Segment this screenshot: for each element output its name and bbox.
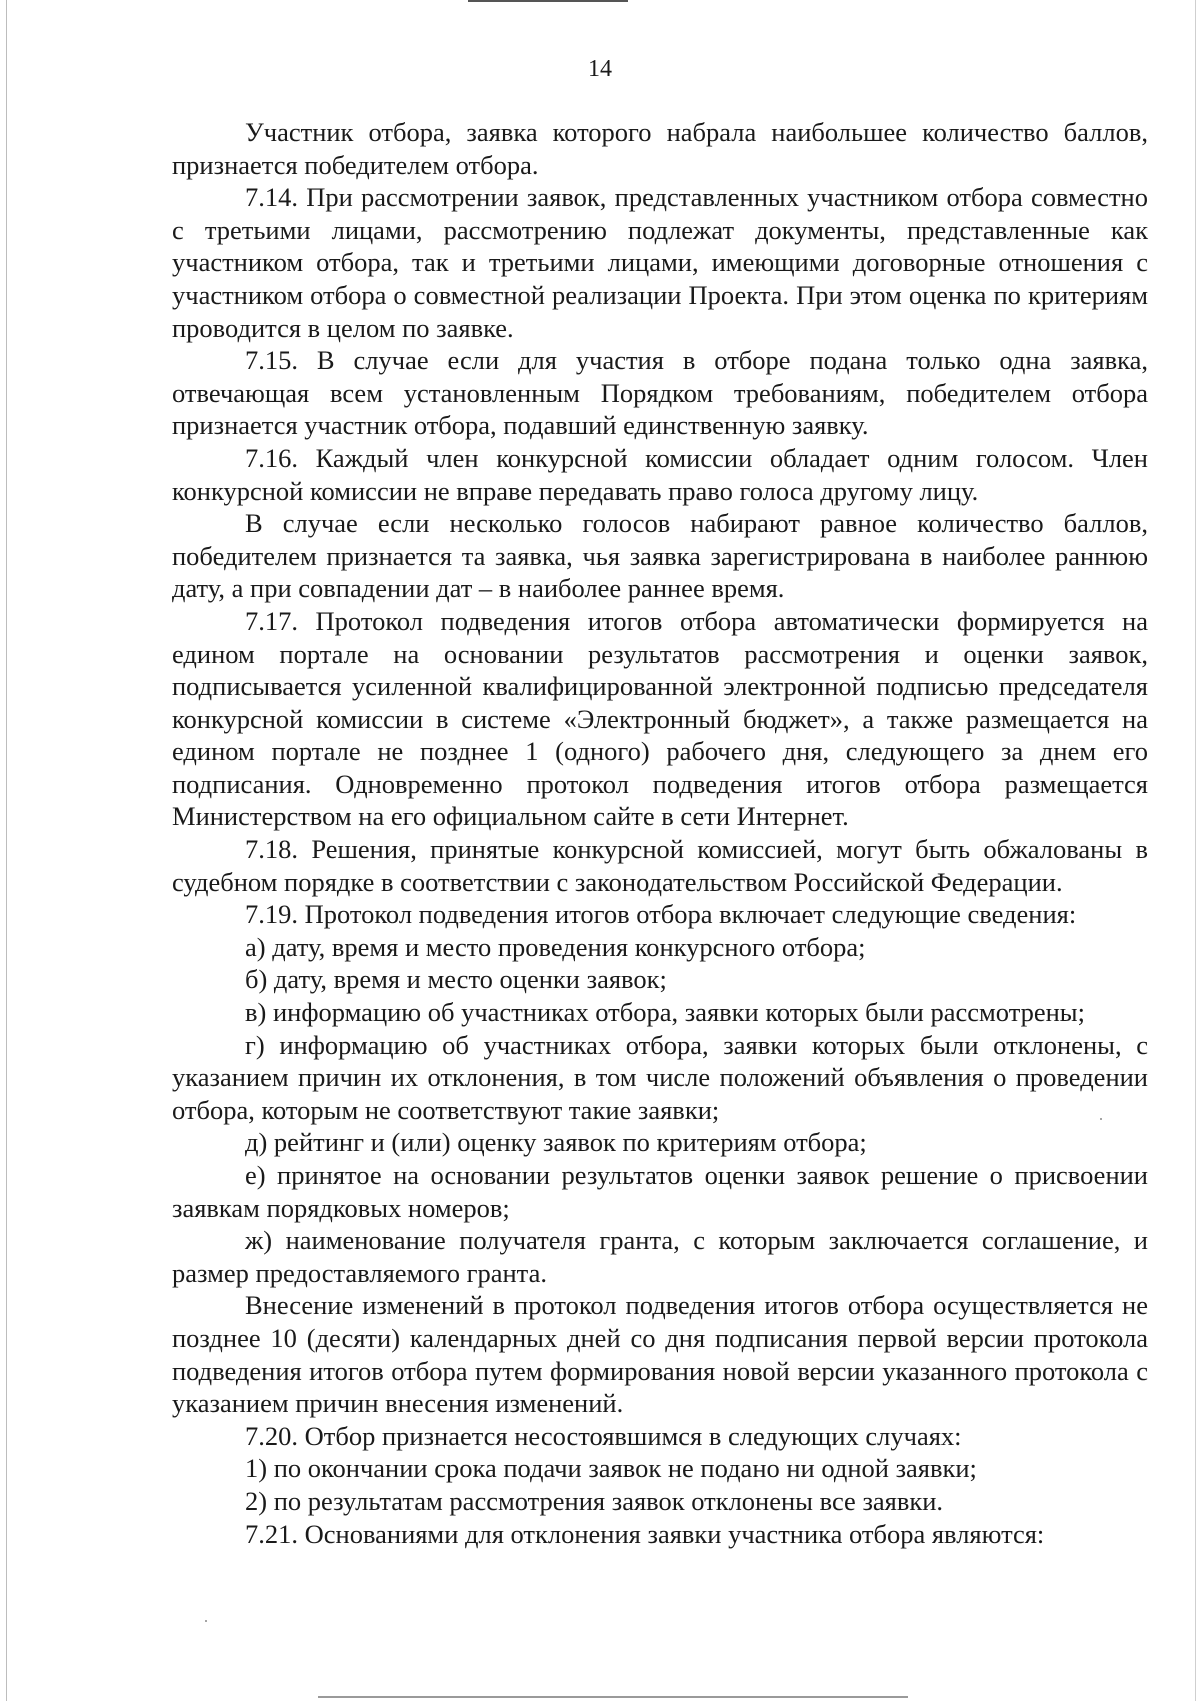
paragraph: 7.18. Решения, принятые конкурсной комиссией, могут быть обжалованы в судебном порядке в соответствии с законодательством Российской Федерации.: [172, 834, 1148, 897]
list-item: 2) по результатам рассмотрения заявок отклонены все заявки.: [245, 1485, 944, 1516]
document-body: [172, 116, 1148, 1550]
list-item: ж) наименование получателя гранта, с которым заключается соглашение, и размер предоставляемого гранта.: [172, 1225, 1148, 1288]
scan-speck: [205, 1620, 207, 1622]
list-item: д) рейтинг и (или) оценку заявок по критериям отбора;: [245, 1127, 867, 1158]
page-number: 14: [588, 56, 612, 82]
paragraph: 7.16. Каждый член конкурсной комиссии обладает одним голосом. Член конкурсной комиссии не вправе передавать право голоса другому лицу.: [172, 442, 1148, 506]
list-item: а) дату, время и место проведения конкурсного отбора;: [245, 931, 866, 962]
paragraph: В случае если несколько голосов набирают равное количество баллов, победителем признается та заявка, чья заявка зарегистрирована в наиболее раннюю дату, а при совпадении дат – в наиболее раннее время.: [172, 508, 1148, 604]
paragraph: 7.20. Отбор признается несостоявшимся в следующих случаях:: [245, 1420, 962, 1451]
paragraph: 7.17. Протокол подведения итогов отбора автоматически формируется на едином портале на основании результатов рассмотрения и оценки заявок, подписывается усиленной квалифицированной электронной подписью председателя конкурсной комиссии в системе «Электронный бюджет», а также размещается на едином портале не позднее 1 (одного) рабочего дня, следующего за днем его подписания. Одновременно протокол подведения итогов отбора размещается Министерством на его официальном сайте в сети Интернет.: [172, 605, 1148, 832]
paragraph: 7.15. В случае если для участия в отборе подана только одна заявка, отвечающая всем установленным Порядком требованиям, победителем отбора признается участник отбора, подавший единственную заявку.: [172, 345, 1148, 441]
list-item: 1) по окончании срока подачи заявок не подано ни одной заявки;: [245, 1453, 977, 1484]
list-item: б) дату, время и место оценки заявок;: [245, 964, 667, 995]
scan-edge-right: [1195, 0, 1196, 1701]
scan-edge-left: [6, 0, 7, 1701]
scan-top-mark: [468, 0, 628, 2]
list-item: е) принятое на основании результатов оценки заявок решение о присвоении заявкам порядковых номеров;: [172, 1160, 1148, 1223]
paragraph: 7.14. При рассмотрении заявок, представленных участником отбора совместно с третьими лицами, рассмотрению подлежат документы, представленные как участником отбора, так и третьими лицами, имеющими договорные отношения с участником отбора о совместной реализации Проекта. При этом оценка по критериям проводится в целом по заявке.: [172, 182, 1148, 343]
paragraph: Внесение изменений в протокол подведения итогов отбора осуществляется не позднее 10 (десяти) календарных дней со дня подписания первой версии протокола подведения итогов отбора путем формирования новой версии указанного протокола с указанием причин внесения изменений.: [172, 1290, 1148, 1419]
paragraph: 7.19. Протокол подведения итогов отбора включает следующие сведения:: [245, 899, 1077, 930]
paragraph: Участник отбора, заявка которого набрала наибольшее количество баллов, признается победителем отбора.: [172, 117, 1148, 180]
list-item: в) информацию об участниках отбора, заявки которых были рассмотрены;: [245, 997, 1085, 1028]
scan-bottom-mark: [318, 1696, 908, 1698]
list-item: г) информацию об участниках отбора, заявки которых были отклонены, с указанием причин их отклонения, в том числе положений объявления о проведении отбора, которым не соответствуют такие заявки;: [172, 1029, 1148, 1125]
paragraph: 7.21. Основаниями для отклонения заявки участника отбора являются:: [245, 1518, 1045, 1549]
